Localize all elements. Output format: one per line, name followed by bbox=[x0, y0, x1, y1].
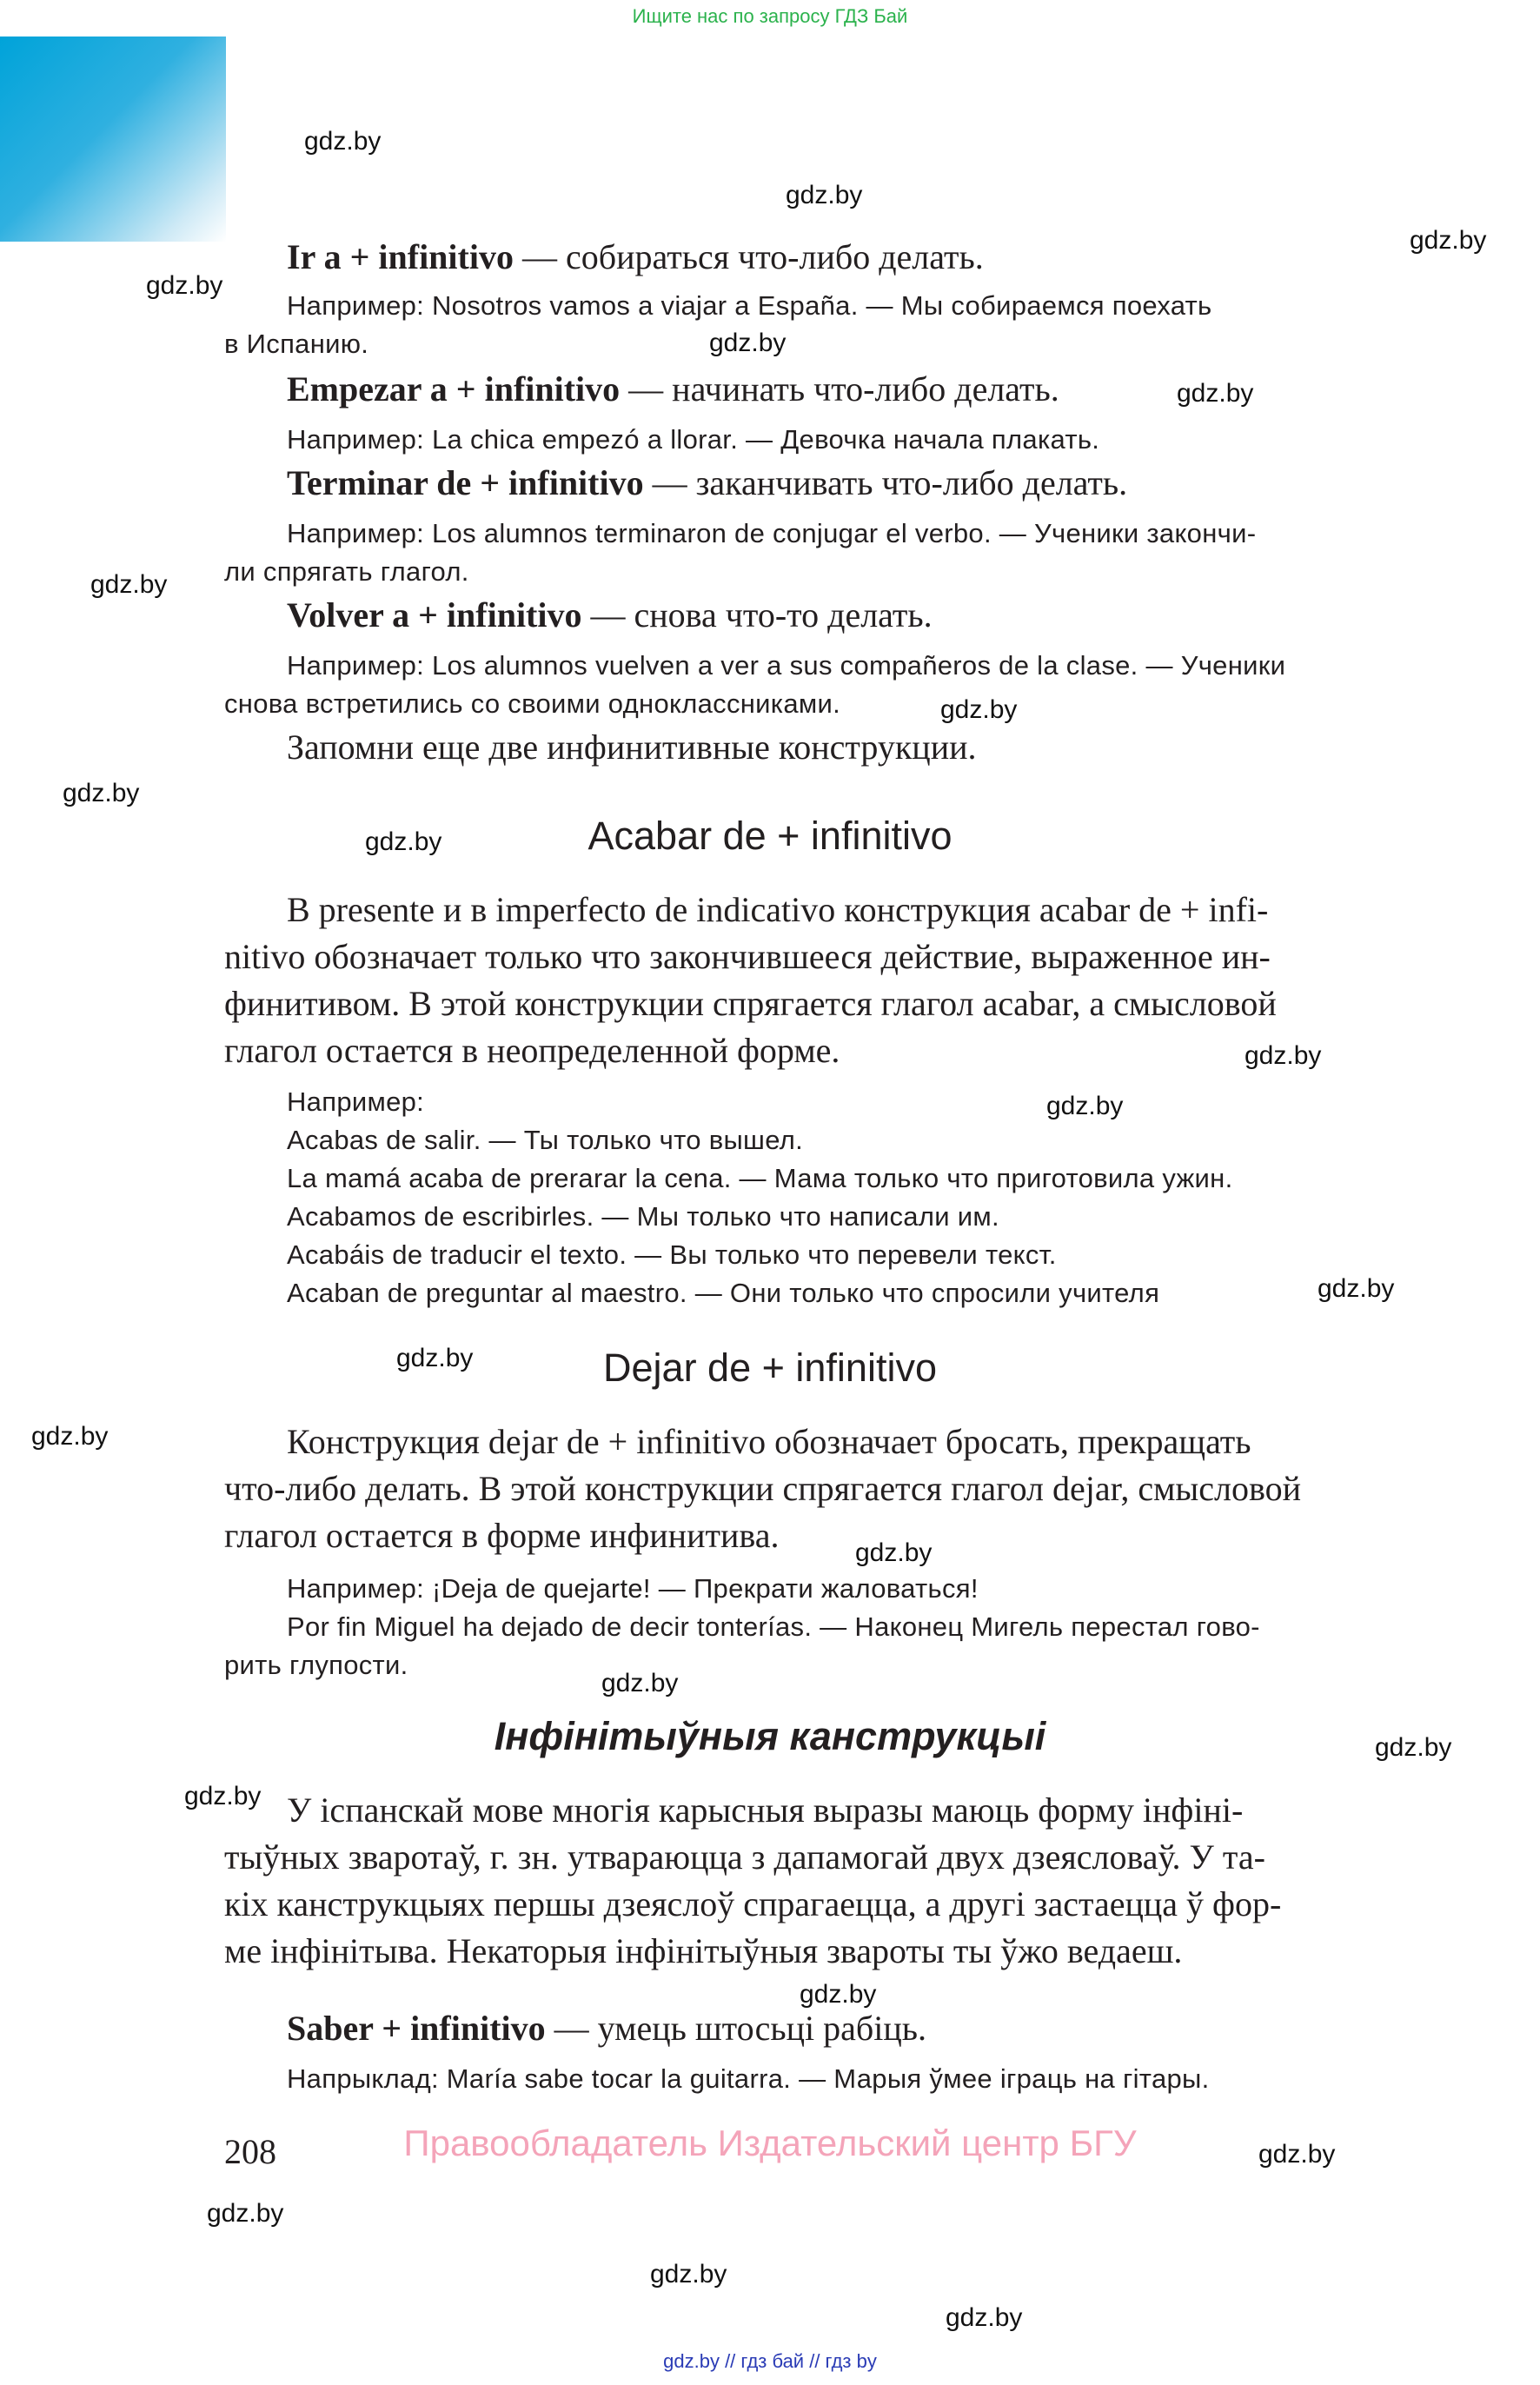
example-line bbox=[224, 685, 1380, 722]
paragraph-text: ме інфінітыва. Некаторыя інфінітыўныя звароты ты ўжо ведаеш. bbox=[224, 1931, 1183, 1970]
watermark: gdz.by bbox=[709, 329, 787, 357]
example-line bbox=[224, 1159, 1380, 1197]
example-text: Например: Los alumnos terminaron de conjugar el verbo. — Ученики закончи- bbox=[287, 518, 1257, 548]
example-line bbox=[224, 1274, 1380, 1312]
example-text: в Испанию. bbox=[224, 329, 369, 359]
rule-construction: Empezar a + infinitivo bbox=[287, 369, 621, 409]
example-line bbox=[224, 515, 1380, 552]
example-text: Por fin Miguel ha dejado de decir tonterías. — Наконец Мигель перестал гово- bbox=[287, 1611, 1260, 1642]
paragraph-line bbox=[224, 1027, 1380, 1074]
example-text: снова встретились со своими одноклассниками. bbox=[224, 688, 841, 719]
example-line bbox=[224, 1646, 1380, 1684]
paragraph-text: nitivo обозначает только что закончившееся действие, выраженное ин- bbox=[224, 937, 1271, 976]
watermark: gdz.by bbox=[1245, 1041, 1322, 1070]
watermark: gdz.by bbox=[1258, 2140, 1336, 2169]
example-text: ли спрягать глагол. bbox=[224, 556, 469, 587]
example-line bbox=[224, 647, 1380, 684]
rule-meaning: — собираться что-либо делать. bbox=[513, 237, 984, 276]
rule-construction: Volver a + infinitivo bbox=[287, 595, 582, 634]
watermark: gdz.by bbox=[800, 1980, 877, 2009]
paragraph-line bbox=[224, 933, 1380, 980]
example-text: Acabas de salir. — Ты только что вышел. bbox=[287, 1125, 804, 1155]
paragraph-line bbox=[224, 1928, 1380, 1975]
paragraph-line bbox=[224, 1834, 1380, 1881]
watermark: gdz.by bbox=[1318, 1274, 1395, 1303]
paragraph-text: У іспанскай мове многія карысныя выразы маюць форму інфіні- bbox=[287, 1790, 1244, 1830]
section-heading-acabar: Acabar de + infinitivo bbox=[587, 814, 953, 858]
watermark: gdz.by bbox=[601, 1669, 679, 1697]
example-line bbox=[224, 1570, 1380, 1607]
rule-line bbox=[224, 595, 1380, 636]
watermark: gdz.by bbox=[90, 570, 168, 599]
rule-meaning: — снова что-то делать. bbox=[581, 595, 933, 634]
rule-construction: Ir a + infinitivo bbox=[287, 237, 514, 276]
bottom-banner: gdz.by // гдз бай // гдз by bbox=[663, 2350, 877, 2372]
example-text: Acabáis de traducir el texto. — Вы только что перевели текст. bbox=[287, 1239, 1057, 1270]
example-text: Напрыклад: María sabe tocar la guitarra. — Марыя ўмее іграць на гітары. bbox=[287, 2063, 1210, 2094]
paragraph-text: тыўных зваротаў, г. зн. утвараюцца з дапамогай двух дзеясловаў. У та- bbox=[224, 1837, 1265, 1877]
watermark: gdz.by bbox=[940, 695, 1018, 724]
example-text: Например: Los alumnos vuelven a ver a sus compañeros de la clase. — Ученики bbox=[287, 650, 1286, 681]
corner-decoration bbox=[0, 37, 226, 242]
example-line bbox=[224, 2060, 1380, 2097]
watermark: gdz.by bbox=[1046, 1092, 1124, 1120]
paragraph-text: глагол остается в неопределенной форме. bbox=[224, 1031, 840, 1070]
watermark: gdz.by bbox=[63, 779, 140, 807]
example-text: La mamá acaba de prerarar la cena. — Мама только что приготовила ужин. bbox=[287, 1163, 1233, 1193]
watermark: gdz.by bbox=[786, 181, 863, 209]
paragraph-text: что-либо делать. В этой конструкции спрягается глагол dejar, смысловой bbox=[224, 1469, 1302, 1508]
paragraph-text: В presente и в imperfecto de indicativo конструкция acabar de + infi- bbox=[287, 890, 1269, 929]
paragraph-line bbox=[224, 980, 1380, 1027]
example-text: Например: ¡Deja de quejarte! — Прекрати жаловаться! bbox=[287, 1573, 979, 1604]
example-line bbox=[224, 287, 1380, 324]
watermark: gdz.by bbox=[1177, 379, 1254, 408]
paragraph-line bbox=[224, 1465, 1380, 1512]
paragraph-text: Конструкция dejar de + infinitivo обозначает бросать, прекращать bbox=[287, 1422, 1251, 1461]
rule-meaning: — начинать что-либо делать. bbox=[620, 369, 1059, 409]
example-line bbox=[224, 421, 1380, 458]
watermark: gdz.by bbox=[946, 2303, 1023, 2332]
paragraph-line bbox=[224, 1787, 1380, 1834]
top-banner: Ищите нас по запросу ГДЗ Бай bbox=[632, 5, 908, 27]
rule-line bbox=[224, 462, 1380, 504]
watermark: gdz.by bbox=[184, 1782, 262, 1810]
paragraph-text: кіх канструкцыях першы дзеяслоў спрагаецца, а другі застаецца ў фор- bbox=[224, 1884, 1282, 1923]
rule-construction: Saber + infinitivo bbox=[287, 2009, 546, 2048]
paragraph-line bbox=[224, 1881, 1380, 1928]
rights-holder-notice: Правообладатель Издательский центр БГУ bbox=[403, 2123, 1137, 2163]
example-text: Acabamos de escribirles. — Мы только что написали им. bbox=[287, 1201, 999, 1232]
watermark: gdz.by bbox=[396, 1344, 474, 1372]
rule-line bbox=[224, 2008, 1380, 2050]
watermark: gdz.by bbox=[31, 1422, 109, 1451]
example-text: Acaban de preguntar al maestro. — Они только что спросили учителя bbox=[287, 1278, 1160, 1308]
example-text: Например: bbox=[287, 1086, 425, 1117]
example-line bbox=[224, 1608, 1380, 1645]
example-line bbox=[224, 1198, 1380, 1235]
paragraph-line bbox=[224, 1512, 1380, 1559]
watermark: gdz.by bbox=[146, 271, 223, 300]
example-text: Например: Nosotros vamos a viajar a España. — Мы собираемся поехать bbox=[287, 290, 1212, 321]
paragraph-text: глагол остается в форме инфинитива. bbox=[224, 1516, 780, 1555]
rule-line bbox=[224, 236, 1380, 278]
section-heading-dejar: Dejar de + infinitivo bbox=[603, 1345, 937, 1390]
example-line bbox=[224, 325, 1380, 362]
example-line bbox=[224, 553, 1380, 590]
remember-note bbox=[224, 727, 1380, 768]
rule-meaning: — умець штосьці рабіць. bbox=[545, 2009, 926, 2048]
paragraph-text: финитивом. В этой конструкции спрягается глагол acabar, а смысловой bbox=[224, 984, 1277, 1023]
example-text: Например: La chica empezó a llorar. — Девочка начала плакать. bbox=[287, 424, 1100, 455]
watermark: gdz.by bbox=[855, 1538, 933, 1567]
page-number: 208 bbox=[224, 2132, 276, 2171]
rule-line bbox=[224, 369, 1380, 410]
watermark: gdz.by bbox=[207, 2199, 284, 2228]
rule-construction: Terminar de + infinitivo bbox=[287, 463, 644, 502]
example-text: рить глупости. bbox=[224, 1650, 408, 1680]
watermark: gdz.by bbox=[1375, 1733, 1452, 1762]
example-line bbox=[224, 1121, 1380, 1159]
remember-text: Запомни еще две инфинитивные конструкции. bbox=[287, 727, 977, 767]
section-heading-infinitive-constructions: Інфінітыўныя канструкцыі bbox=[494, 1714, 1046, 1758]
watermark: gdz.by bbox=[650, 2260, 727, 2289]
example-line bbox=[224, 1236, 1380, 1273]
paragraph-line bbox=[224, 1418, 1380, 1465]
watermark: gdz.by bbox=[304, 127, 382, 156]
paragraph-line bbox=[224, 887, 1380, 933]
rule-meaning: — заканчивать что-либо делать. bbox=[643, 463, 1128, 502]
example-line bbox=[224, 1083, 1380, 1120]
watermark: gdz.by bbox=[1410, 226, 1487, 255]
watermark: gdz.by bbox=[365, 827, 442, 856]
